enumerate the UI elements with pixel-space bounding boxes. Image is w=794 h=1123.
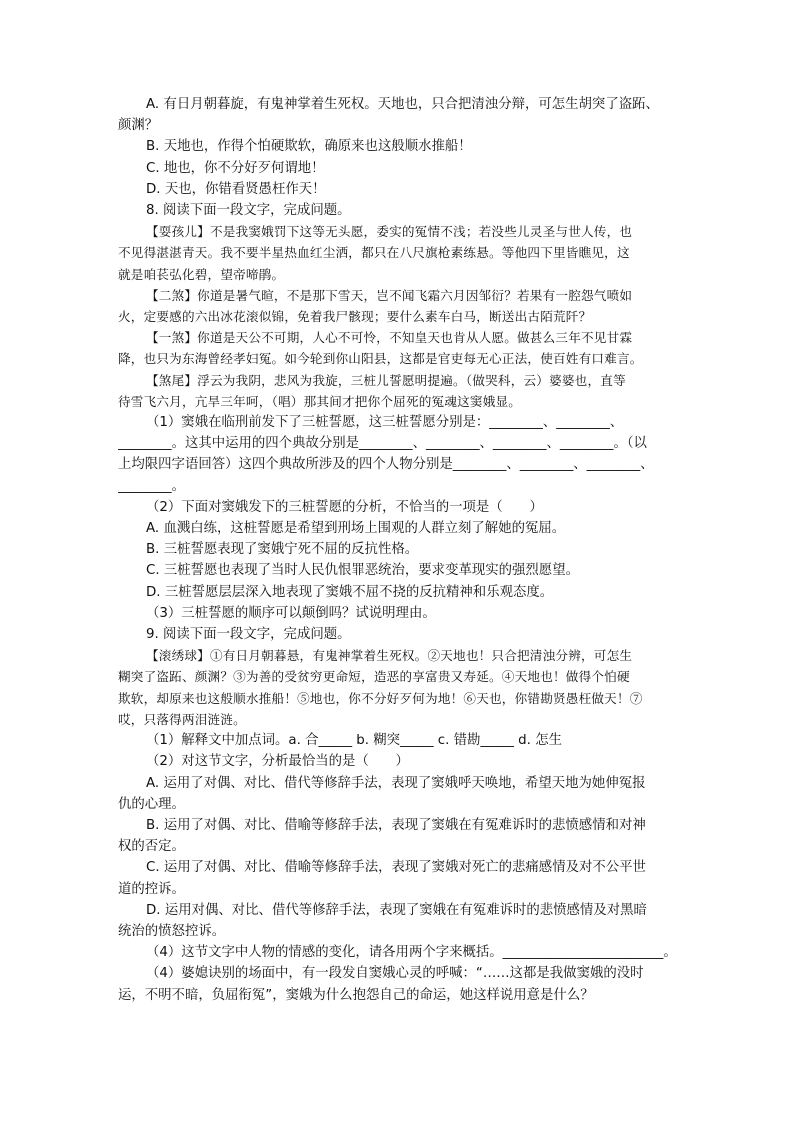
text-line: 权的否定。 <box>118 839 185 855</box>
text-line: 【耍孩儿】不是我窦娥罚下这等无头愿，委实的冤情不浅；若没些儿灵圣与世人传，也 <box>146 224 633 240</box>
text-line: ________。这其中运用的四个典故分别是________、________、________、________。（以 <box>118 436 647 452</box>
text-line: 9. 阅读下面一段文字，完成问题。 <box>146 627 351 643</box>
text-line: D. 天也，你错看贤愚枉作天！ <box>146 181 326 197</box>
text-line: 仇的心理。 <box>118 796 185 812</box>
text-line: B. 天地也，作得个怕硬欺软，确原来也这般顺水推船！ <box>146 139 472 155</box>
text-line: D. 运用对偶、对比、借代等修辞手法，表现了窦娥在有冤难诉时的悲愤感情及对黑暗 <box>146 902 647 918</box>
text-line: 【煞尾】浮云为我阴，悲风为我旋，三桩儿誓愿明提遍。（做哭科，云）婆婆也，直等 <box>146 372 626 388</box>
text-line: 火，定要感的六出冰花滚似锦，免着我尸骸现；要什么素车白马，断送出古陌荒阡？ <box>118 309 592 325</box>
text-line: （4）婆媳诀别的场面中，有一段发自窦娥心灵的呼喊：“……这都是我做窦娥的没时 <box>146 966 644 982</box>
text-line: A. 有日月朝暮旋，有鬼神掌着生死权。天地也，只合把清浊分辩，可怎生胡突了盗跖、 <box>146 97 659 112</box>
text-line: D. 三桩誓愿层层深入地表现了窦娥不屈不挠的反抗精神和乐观态度。 <box>146 584 554 600</box>
text-line: B. 运用了对偶、对比、借喻等修辞手法，表现了窦娥在有冤难诉时的悲愤感情和对神 <box>146 817 646 833</box>
text-line: C. 运用了对偶、对比、借喻等修辞手法，表现了窦娥对死亡的悲痛感情及对不公平世 <box>146 860 646 876</box>
text-line: A. 血溅白练，这桩誓愿是希望到刑场上围观的人群立刻了解她的冤屈。 <box>146 521 566 537</box>
text-line: 待雪飞六月，亢旱三年呵，（唱）那其间才把你个屈死的冤魂这窦娥显。 <box>118 393 522 409</box>
text-line: （1）解释文中加点词。a. 合_____ b. 糊突_____ c. 错勘_____ d. 怎生 <box>146 733 562 749</box>
text-line: 哎，只落得两泪涟涟。 <box>118 711 246 727</box>
text-line: 【二煞】你道是暑气暄，不是那下雪天，岂不闻飞霜六月因邹衍？若果有一腔怨气喷如 <box>146 287 633 303</box>
text-line: 【一煞】你道是天公不可期，人心不可怜，不知皇天也肯从人愿。做甚么三年不见甘霖 <box>146 330 633 346</box>
text-line: ________。 <box>118 478 185 494</box>
text-line: （2）下面对窦娥发下的三桩誓愿的分析，不恰当的一项是（ ） <box>146 499 543 515</box>
text-line: 糊突了盗跖、颜渊？③为善的受贫穷更命短，造恶的享富贵又寿延。④天地也！做得个怕硬 <box>118 669 630 685</box>
text-line: 上均限四字语回答）这四个典故所涉及的四个人物分别是________、________、________、 <box>118 457 654 473</box>
text-line: （1）窦娥在临刑前发下了三桩誓愿，这三桩誓愿分别是：________、________、 <box>146 415 624 431</box>
text-line: 统治的愤怒控诉。 <box>118 923 226 939</box>
text-line: （4）这节文字中人物的情感的变化，请各用两个字来概括。________________________。 <box>146 945 677 961</box>
text-line: B. 三桩誓愿表现了窦娥宁死不屈的反抗性格。 <box>146 542 419 558</box>
text-line: 不见得湛湛青天。我不要半星热血红尘洒，都只在八尺旗枪素练悬。等他四下里皆瞧见，这 <box>118 245 630 261</box>
text-line: 欺软，却原来也这般顺水推船！⑤地也，你不分好歹何为地！⑥天也，你错勘贤愚枉做天！⑦ <box>118 690 643 706</box>
text-line: 就是咱苌弘化碧，望帝啼鹃。 <box>118 266 285 282</box>
text-line: 道的控诉。 <box>118 881 185 897</box>
text-line: 8. 阅读下面一段文字，完成问题。 <box>146 203 351 219</box>
document-page <box>118 94 678 1006</box>
text-line: （2）对这节文字，分析最恰当的是（ ） <box>146 754 409 770</box>
text-line: 颜渊？ <box>118 118 159 134</box>
text-line: A. 运用了对偶、对比、借代等修辞手法，表现了窦娥呼天唤地，希望天地为她伸冤报 <box>146 775 646 791</box>
text-line: C. 三桩誓愿也表现了当时人民仇恨罪恶统治，要求变革现实的强烈愿望。 <box>146 563 579 579</box>
text-line: C. 地也，你不分好歹何谓地！ <box>146 160 325 176</box>
text-line: （3）三桩誓愿的顺序可以颠倒吗？试说明理由。 <box>146 605 436 621</box>
text-line: 降，也只为东海曾经孝妇冤。如今轮到你山阳县，这都是官吏每无心正法，使百姓有口难言。 <box>118 351 643 367</box>
text-line: 运，不明不暗，负屈衔冤”，窦娥为什么抱怨自己的命运，她这样说用意是什么？ <box>118 987 594 1003</box>
text-line: 【滚绣球】①有日月朝暮悬，有鬼神掌着生死权。②天地也！只合把清浊分辨，可怎生 <box>146 648 633 664</box>
